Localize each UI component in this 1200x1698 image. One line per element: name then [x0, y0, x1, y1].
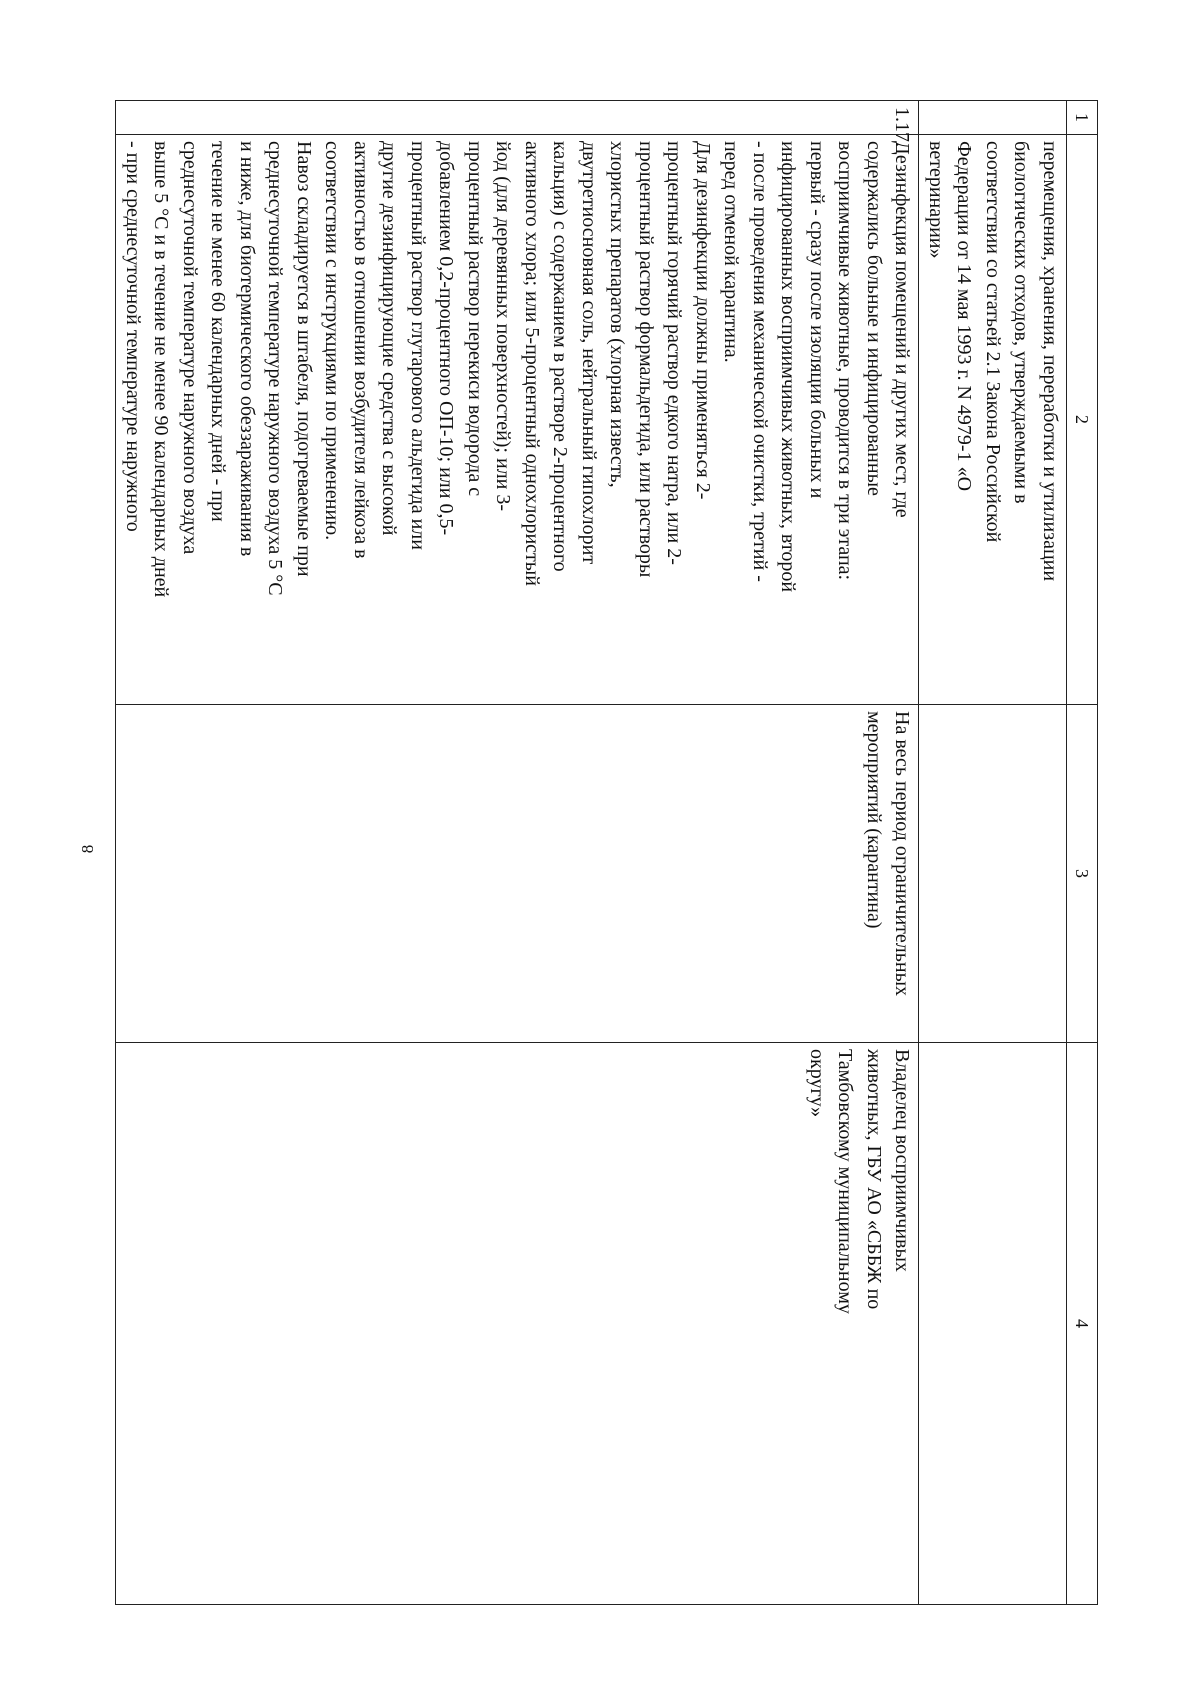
document-table	[122, 100, 1098, 1604]
header-col-1: 1	[1067, 101, 1098, 135]
header-col-3: 3	[1067, 705, 1098, 1043]
measure-text: перемещения, хранения, переработки и утилизации биологических отходов, утверждаемыми в соответствии со статьей 2.1 Закона Российской Федерации от 14 мая 1993 г. N 4979-1 «О ветеринарии»	[919, 135, 1067, 705]
period-text: На весь период ограничительных мероприятий (карантина)	[116, 705, 919, 1043]
period-text	[919, 705, 1067, 1043]
table-row	[116, 101, 919, 1605]
header-col-4: 4	[1067, 1043, 1098, 1605]
responsible-text	[919, 1043, 1067, 1605]
page-number: 8	[78, 844, 97, 854]
row-number: 1.17.	[116, 101, 919, 135]
header-col-2: 2	[1067, 135, 1098, 705]
table-row	[919, 101, 1067, 1605]
row-number	[919, 101, 1067, 135]
responsible-text: Владелец восприимчивых животных, ГБУ АО «СББЖ по Тамбовскому муниципальному округу»	[116, 1043, 919, 1605]
measure-text: Дезинфекция помещений и других мест, где содержались больные и инфицированные восприимчивые животные, проводится в три этапа: первый - сразу после изоляции больных и инфицированных восприимчивых животных, второй - после проведения механической очистки, третий - перед отменой карантина. Для дезинфекции должны применяться 2- процентный горячий раствор едкого натра, или 2- процентный раствор формальдегида, или растворы хлористых препаратов (хлорная известь, двутретиосновная соль, нейтральный гипохлорит кальция) с содержанием в растворе 2-процентного активного хлора; или 5-процентный однохлористый йод (для деревянных поверхностей); или 3- процентный раствор перекиси водорода с добавлением 0,2-процентного ОП-10; или 0,5- процентный раствор глутарового альдегида или другие дезинфицирующие средства с высокой активностью в отношении возбудителя лейкоза в соответствии с инструкциями по применению. Навоз складируется в штабеля, подогреваемые при среднесуточной температуре наружного воздуха 5 °С и ниже, для биотермического обеззараживания в течение не менее 60 календарных дней - при среднесуточной температуре наружного воздуха выше 5 °С и в течение не менее 90 календарных дней - при среднесуточной температуре наружного	[116, 135, 919, 705]
table-header-row	[1067, 101, 1098, 1605]
